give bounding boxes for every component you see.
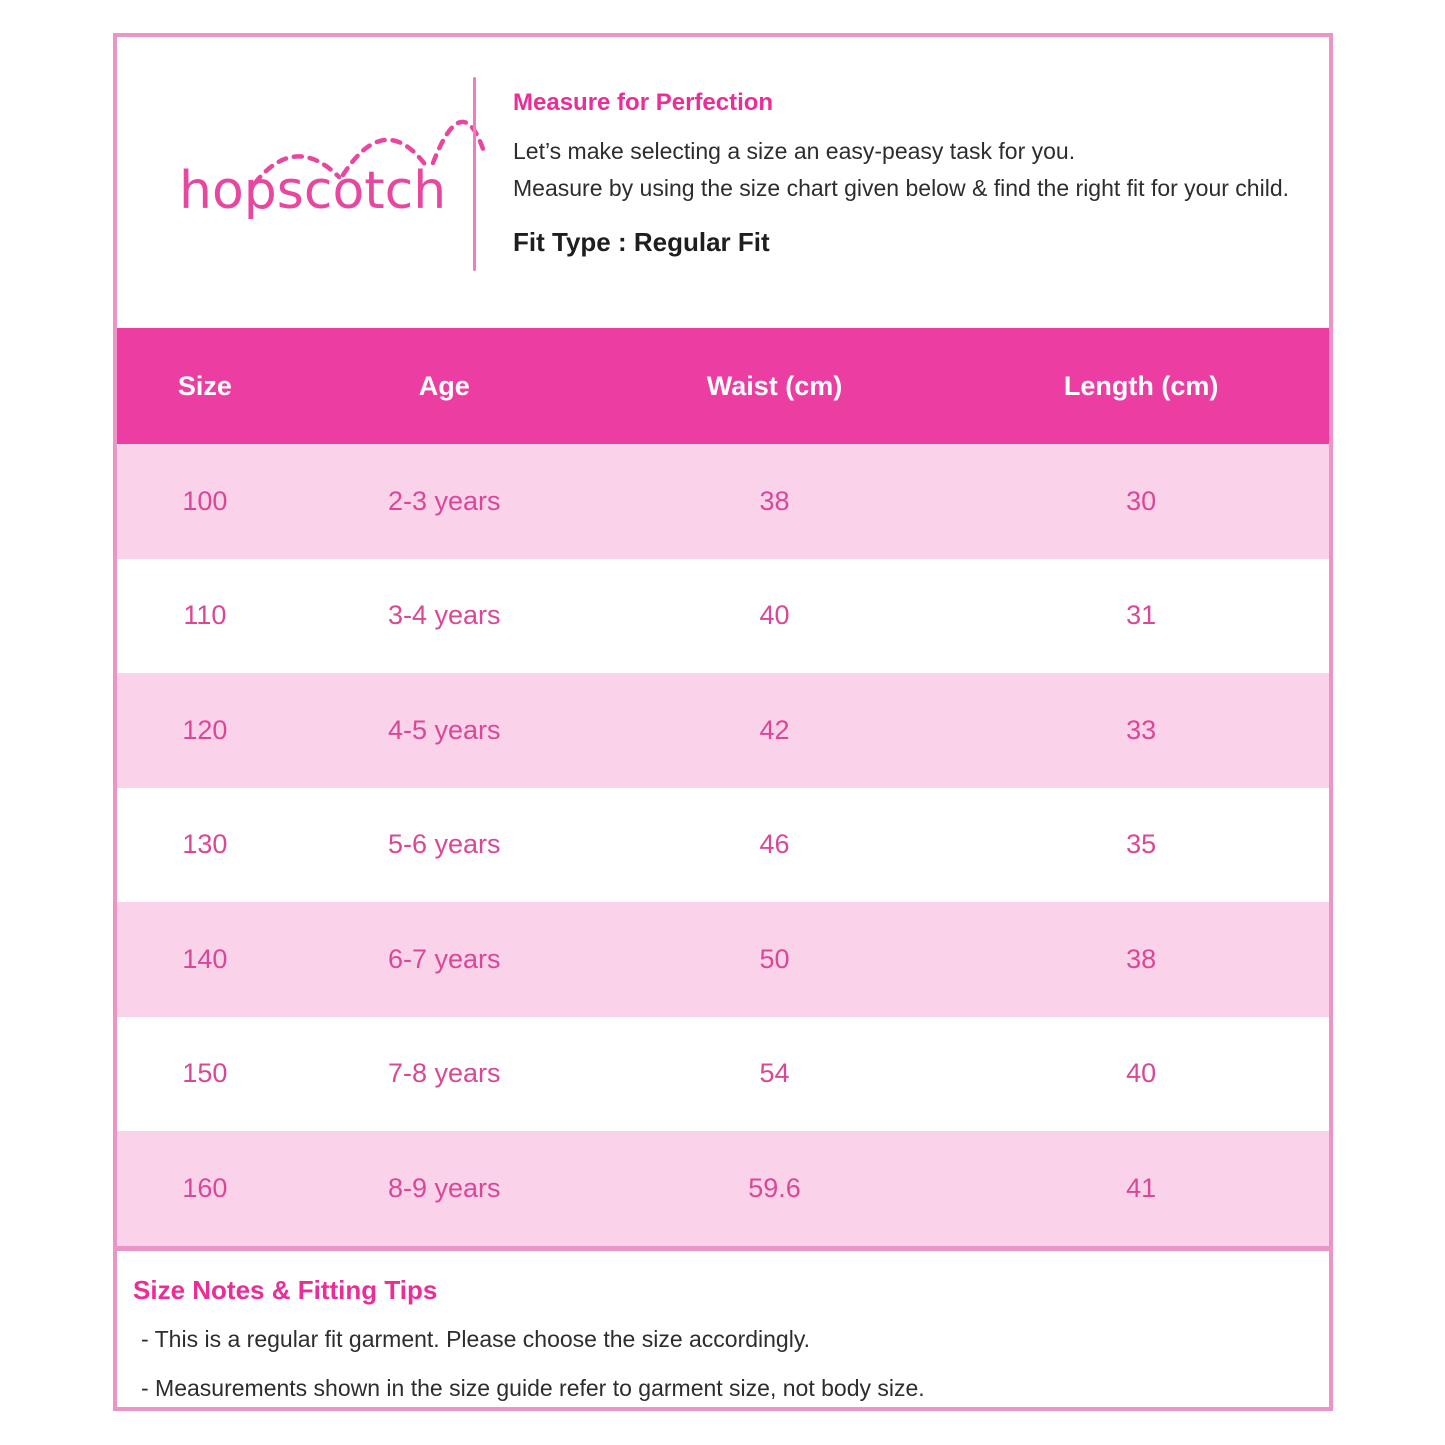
size-guide-card — [113, 33, 1333, 1411]
table-row — [117, 902, 1329, 1017]
cell-length: 31 — [1126, 600, 1157, 631]
logo-wordmark: hopscotch — [179, 161, 447, 221]
cell-waist: 42 — [759, 714, 790, 745]
cell-age: 6-7 years — [387, 943, 501, 974]
cell-size: 140 — [182, 943, 228, 974]
table-row — [117, 1017, 1329, 1132]
cell-size: 120 — [182, 714, 228, 745]
cell-length: 30 — [1126, 485, 1157, 516]
size-chart-table — [117, 328, 1329, 1246]
table-row — [117, 1131, 1329, 1246]
cell-length: 35 — [1126, 829, 1157, 860]
cell-waist: 59.6 — [748, 1172, 801, 1203]
cell-waist: 54 — [759, 1058, 790, 1089]
cell-size: 130 — [182, 829, 228, 860]
intro-section — [117, 37, 1329, 328]
intro-divider — [473, 77, 476, 271]
intro-body — [513, 133, 1293, 207]
cell-size: 150 — [182, 1058, 228, 1089]
cell-length: 41 — [1126, 1172, 1157, 1203]
table-row — [117, 559, 1329, 674]
cell-age: 4-5 years — [387, 714, 501, 745]
table-row — [117, 673, 1329, 788]
intro-text-block — [513, 89, 1308, 258]
cell-length: 33 — [1126, 714, 1157, 745]
cell-waist: 50 — [759, 943, 790, 974]
cell-age: 8-9 years — [387, 1172, 501, 1203]
cell-waist: 38 — [759, 485, 790, 516]
cell-age: 7-8 years — [387, 1058, 501, 1089]
cell-waist: 40 — [759, 600, 790, 631]
intro-heading: Measure for Perfection — [513, 89, 774, 116]
cell-length: 38 — [1126, 943, 1157, 974]
notes-heading: Size Notes & Fitting Tips — [133, 1274, 438, 1305]
note-item: - Measurements shown in the size guide refer to garment size, not body size. — [141, 1374, 925, 1401]
column-header-waist: Waist (cm) — [706, 370, 843, 401]
table-row — [117, 444, 1329, 559]
cell-age: 2-3 years — [387, 485, 501, 516]
cell-length: 40 — [1126, 1058, 1157, 1089]
table-header-row — [117, 328, 1329, 444]
cell-size: 160 — [182, 1172, 228, 1203]
column-header-size: Size — [177, 370, 232, 401]
cell-waist: 46 — [759, 829, 790, 860]
fit-type-label: Fit Type : Regular Fit — [513, 226, 770, 257]
cell-age: 3-4 years — [387, 600, 501, 631]
brand-logo — [179, 99, 509, 221]
note-item: - This is a regular fit garment. Please choose the size accordingly. — [141, 1325, 811, 1352]
cell-size: 110 — [183, 600, 227, 631]
intro-line-2: Measure by using the size chart given below & find the right fit for your child. — [513, 174, 1290, 201]
column-header-length: Length (cm) — [1063, 370, 1219, 401]
column-header-age: Age — [418, 370, 470, 401]
intro-line-1: Let’s make selecting a size an easy-peasy task for you. — [513, 138, 1076, 164]
cell-size: 100 — [182, 485, 228, 516]
table-row — [117, 788, 1329, 903]
notes-section — [117, 1251, 1329, 1424]
cell-age: 5-6 years — [387, 829, 501, 860]
